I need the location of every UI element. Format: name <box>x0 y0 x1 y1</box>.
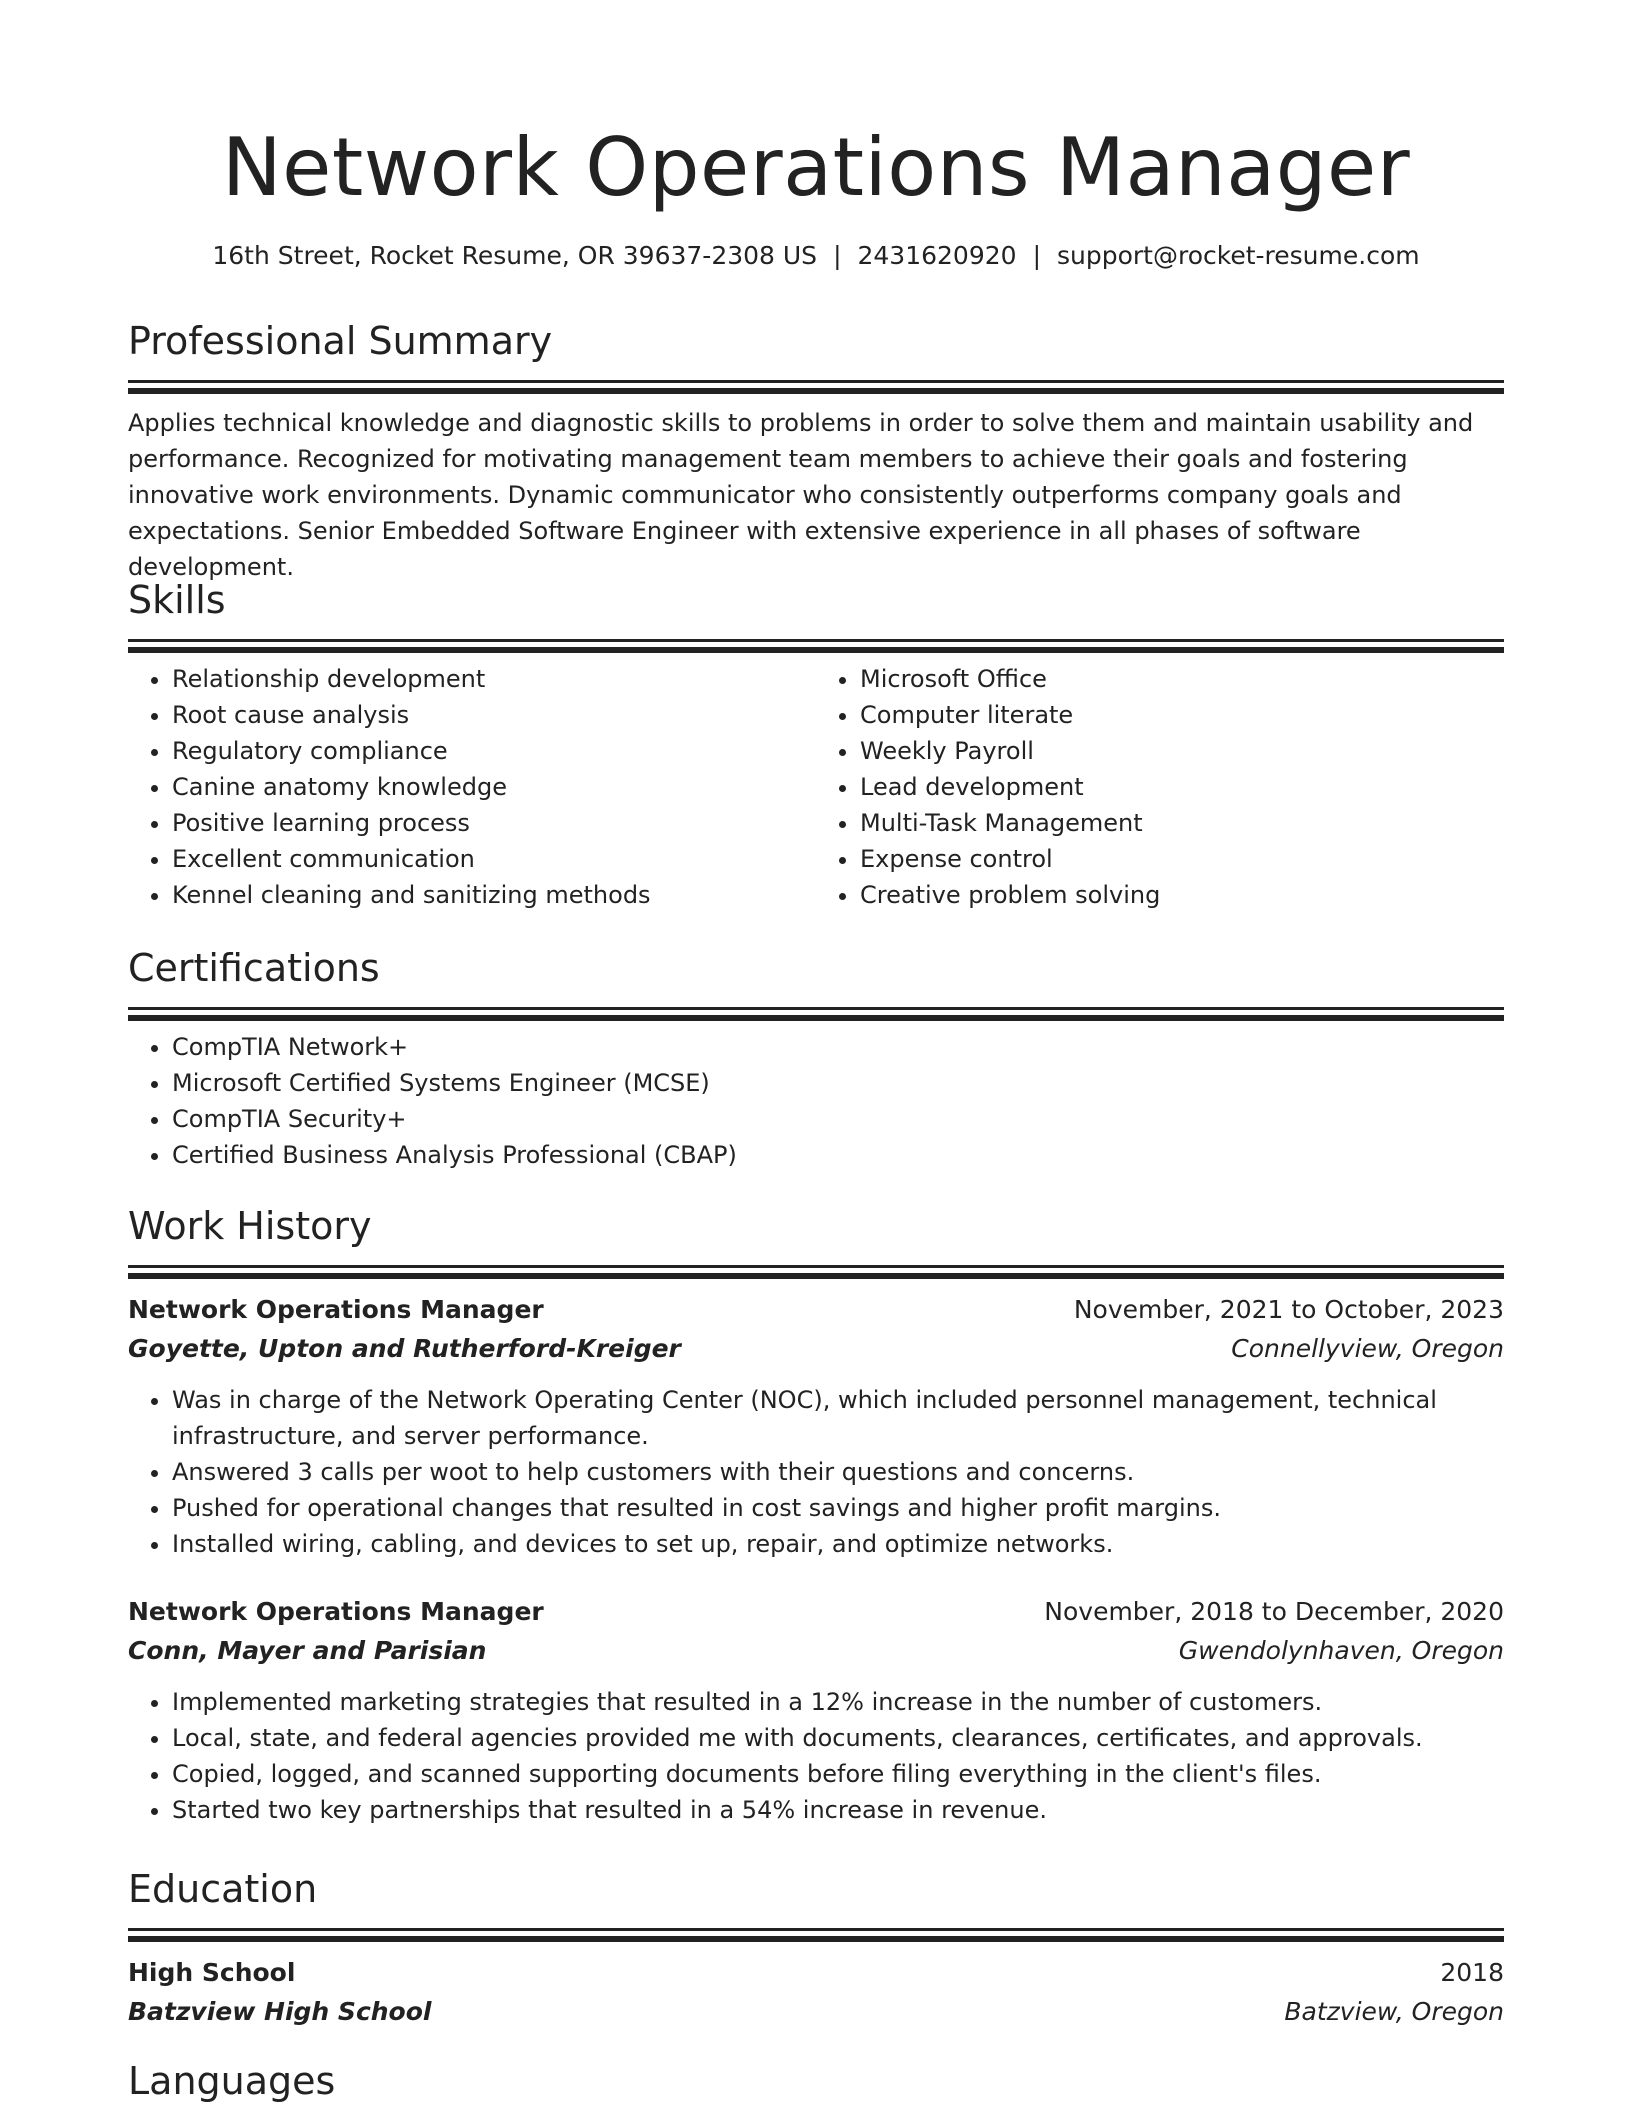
education-location: Batzview, Oregon <box>1284 1997 1504 2026</box>
contact-address: 16th Street, Rocket Resume, OR 39637-2308 US <box>212 241 818 270</box>
contact-separator: | <box>1032 241 1041 270</box>
skill-item: • Microsoft Office <box>860 661 1504 697</box>
skill-item: • Multi-Task Management <box>860 805 1504 841</box>
certifications-list <box>128 1029 1504 1173</box>
section-divider <box>128 1265 1504 1268</box>
job-bullet: • Copied, logged, and scanned supporting documents before filing everything in the client's files. <box>172 1756 1504 1792</box>
job-bullet: • Installed wiring, cabling, and devices to set up, repair, and optimize networks. <box>172 1526 1504 1562</box>
education-year: 2018 <box>1440 1958 1504 1987</box>
job-entry <box>128 1290 1504 1562</box>
job-header-row <box>128 1592 1504 1631</box>
skill-item: • Kennel cleaning and sanitizing methods <box>172 877 816 913</box>
job-title: Network Operations Manager <box>128 1295 544 1324</box>
section-title-skills: Skills <box>128 578 226 622</box>
section-divider <box>128 1273 1504 1279</box>
section-divider <box>128 380 1504 383</box>
section-title-work: Work History <box>128 1204 372 1248</box>
job-bullet: • Pushed for operational changes that resulted in cost savings and higher profit margins. <box>172 1490 1504 1526</box>
section-divider <box>128 647 1504 653</box>
section-title-education: Education <box>128 1867 318 1911</box>
section-divider <box>128 1007 1504 1010</box>
skill-item: • Positive learning process <box>172 805 816 841</box>
job-title: Network Operations Manager <box>128 1597 544 1626</box>
skill-item: • Canine anatomy knowledge <box>172 769 816 805</box>
job-entry <box>128 1592 1504 1828</box>
job-bullet: • Answered 3 calls per woot to help customers with their questions and concerns. <box>172 1454 1504 1490</box>
skill-item: • Lead development <box>860 769 1504 805</box>
job-company: Conn, Mayer and Parisian <box>128 1636 487 1665</box>
job-bullet: • Implemented marketing strategies that resulted in a 12% increase in the number of customers. <box>172 1684 1504 1720</box>
contact-phone: 2431620920 <box>857 241 1017 270</box>
skill-item: • Relationship development <box>172 661 816 697</box>
section-divider <box>128 1928 1504 1931</box>
certification-item: • CompTIA Network+ <box>172 1029 1504 1065</box>
summary-text: Applies technical knowledge and diagnostic skills to problems in order to solve them and maintain usability and performance. Recognized for motivating management team members to achieve their goals and fostering innovative work environments. Dynamic communicator who consistently outperforms company goals and expectations. Senior Embedded Software Engineer with extensive experience in all phases of software development. <box>128 409 1474 581</box>
skill-item: • Excellent communication <box>172 841 816 877</box>
job-bullets <box>128 1684 1504 1828</box>
job-bullet: • Was in charge of the Network Operating Center (NOC), which included personnel management, technical infrastructure, and server performance. <box>172 1382 1504 1454</box>
job-bullet: • Started two key partnerships that resulted in a 54% increase in revenue. <box>172 1792 1504 1828</box>
contact-line <box>128 236 1504 276</box>
skill-item: • Regulatory compliance <box>172 733 816 769</box>
education-header-row <box>128 1953 1504 1992</box>
section-title-languages: Languages <box>128 2059 336 2103</box>
skill-item: • Root cause analysis <box>172 697 816 733</box>
skill-item: • Computer literate <box>860 697 1504 733</box>
section-divider <box>128 1015 1504 1021</box>
certifications-section <box>128 943 1504 1173</box>
skill-item: • Weekly Payroll <box>860 733 1504 769</box>
job-company-row <box>128 1329 1504 1368</box>
job-company: Goyette, Upton and Rutherford-Kreiger <box>128 1334 681 1363</box>
skills-columns <box>128 661 1504 913</box>
section-divider <box>128 388 1504 394</box>
skill-item: • Expense control <box>860 841 1504 877</box>
job-bullet: • Local, state, and federal agencies provided me with documents, clearances, certificates, and approvals. <box>172 1720 1504 1756</box>
job-company-row <box>128 1631 1504 1670</box>
skills-list-right <box>816 661 1504 913</box>
education-entry <box>128 1953 1504 2031</box>
education-section <box>128 1864 1504 2031</box>
education-school: Batzview High School <box>128 1997 432 2026</box>
job-location: Gwendolynhaven, Oregon <box>1178 1636 1504 1665</box>
summary-section <box>128 316 1504 585</box>
section-divider <box>128 1936 1504 1942</box>
languages-section <box>128 2056 1504 2106</box>
education-school-row <box>128 1992 1504 2031</box>
contact-email: support@rocket-resume.com <box>1057 241 1420 270</box>
resume-name: Network Operations Manager <box>221 121 1411 214</box>
section-title-summary: Professional Summary <box>128 319 553 363</box>
skill-item: • Creative problem solving <box>860 877 1504 913</box>
section-divider <box>128 639 1504 642</box>
job-header-row <box>128 1290 1504 1329</box>
contact-separator: | <box>833 241 842 270</box>
job-dates: November, 2021 to October, 2023 <box>1073 1295 1504 1324</box>
education-degree: High School <box>128 1958 296 1987</box>
work-history-section <box>128 1201 1504 1828</box>
skills-section <box>128 575 1504 913</box>
certification-item: • Microsoft Certified Systems Engineer (MCSE) <box>172 1065 1504 1101</box>
certification-item: • Certified Business Analysis Professional (CBAP) <box>172 1137 1504 1173</box>
certification-item: • CompTIA Security+ <box>172 1101 1504 1137</box>
skills-list-left <box>128 661 816 913</box>
job-bullets <box>128 1382 1504 1562</box>
job-location: Connellyview, Oregon <box>1231 1334 1504 1363</box>
job-dates: November, 2018 to December, 2020 <box>1044 1597 1504 1626</box>
section-title-certifications: Certifications <box>128 946 380 990</box>
